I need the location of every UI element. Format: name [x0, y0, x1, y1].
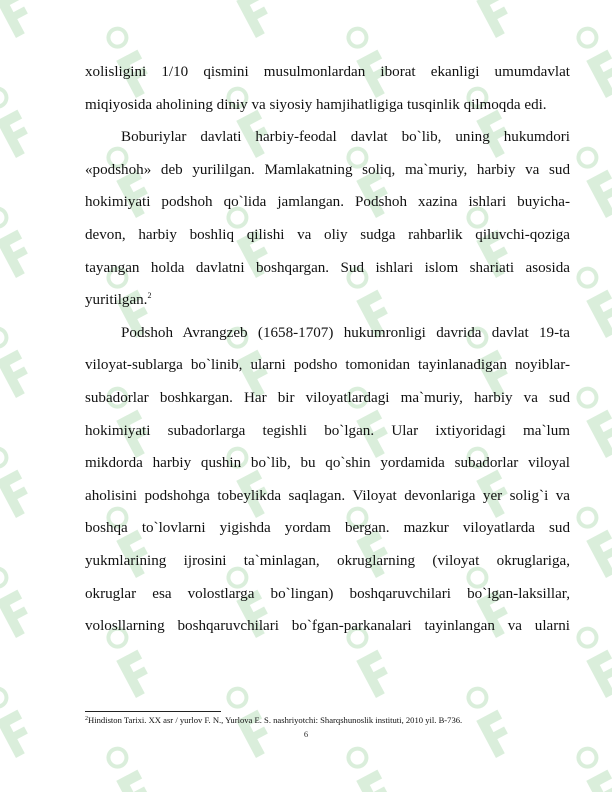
watermark-mark	[451, 0, 532, 55]
text-line: boshqa to`lovlarni yigishda yordam bergan. mazkur viloyatlarda sud	[85, 520, 570, 537]
watermark-mark	[211, 0, 292, 55]
footnote-reference[interactable]: 2	[147, 291, 152, 301]
watermark-mark	[561, 735, 612, 792]
text-line: tayangan holda davlatni boshqargan. Sud ishlari islom shariati asosida	[85, 259, 570, 276]
watermark-mark	[0, 555, 53, 655]
text-line: hokimiyati podshoh qo`lida jamlangan. Podshoh xazina ishlari buyicha-	[85, 194, 570, 211]
text-line: okruglar esa volostlarga bo`lingan) boshqaruvchilari bo`lgan-laksillar,	[85, 585, 570, 602]
watermark-mark	[0, 75, 53, 175]
watermark-mark	[91, 735, 172, 792]
watermark-mark	[0, 435, 53, 535]
watermark-mark	[0, 195, 53, 295]
text-line: «podshoh» deb yurililgan. Mamlakatning soliq, ma`muriy, harbiy va sud	[85, 161, 570, 178]
text-line: aholisini podshohga tobeylikda saqlagan. Viloyat devonlariga yer solig`i va	[85, 487, 570, 504]
text-line: mikdorda harbiy qushin bo`lib, bu qo`shin yordamida subadorlar viloyal	[85, 455, 570, 472]
watermark-mark	[0, 0, 53, 55]
text-line: xolisligini 1/10 qismini musulmonlardan iborat ekanligi umumdavlat	[85, 64, 570, 80]
text-line-with-footnote	[85, 284, 570, 317]
text-line: Podshoh Avrangzeb (1658-1707) hukumronligi davrida davlat 19-ta	[121, 324, 570, 341]
text-line: viloyat-sublarga bo`linib, ularni podsho tomonidan tayinlanadigan noyiblar-	[85, 357, 570, 374]
text-line: devon, harbiy boshliq qilishi va oliy sudga rahbarlik qiluvchi-qoziga	[85, 226, 570, 243]
footnote	[85, 715, 575, 726]
footnote-divider	[85, 711, 221, 712]
text-line-content: yuritilgan.	[85, 292, 148, 309]
watermark-mark	[331, 735, 412, 792]
watermark-mark	[0, 675, 53, 775]
body-text	[85, 56, 570, 643]
footnote-marker: 2	[85, 716, 88, 722]
watermark-mark	[0, 315, 53, 415]
text-line: subadorlar boshkargan. Har bir viloyatlardagi ma`muriy, harbiy va sud	[85, 389, 570, 406]
page-number: 6	[303, 729, 309, 739]
text-line: yukmlarining ijrosini ta`minlagan, okruglarning (viloyat okruglariga,	[85, 552, 570, 569]
text-line: hokimiyati subadorlarga tegishli bo`lgan. Ular ixtiyoridagi ma`lum	[85, 422, 570, 439]
text-line: miqiyosida aholining diniy va siyosiy hamjihatligiga tusqinlik qilmoqda edi.	[85, 96, 547, 113]
text-line: Boburiylar davlati harbiy-feodal davlat bo`lib, uning hukumdori	[121, 129, 570, 146]
footnote-text: Hindiston Tarixi. XX asr / yurlov F. N., Yurlova E. S. nashriyotchi: Sharqshunoslik instituti, 2010 yil. B-736.	[88, 715, 463, 725]
text-line: volosllarning boshqaruvchilari bo`fgan-parkanalari tayinlangan va ularni	[85, 618, 570, 635]
